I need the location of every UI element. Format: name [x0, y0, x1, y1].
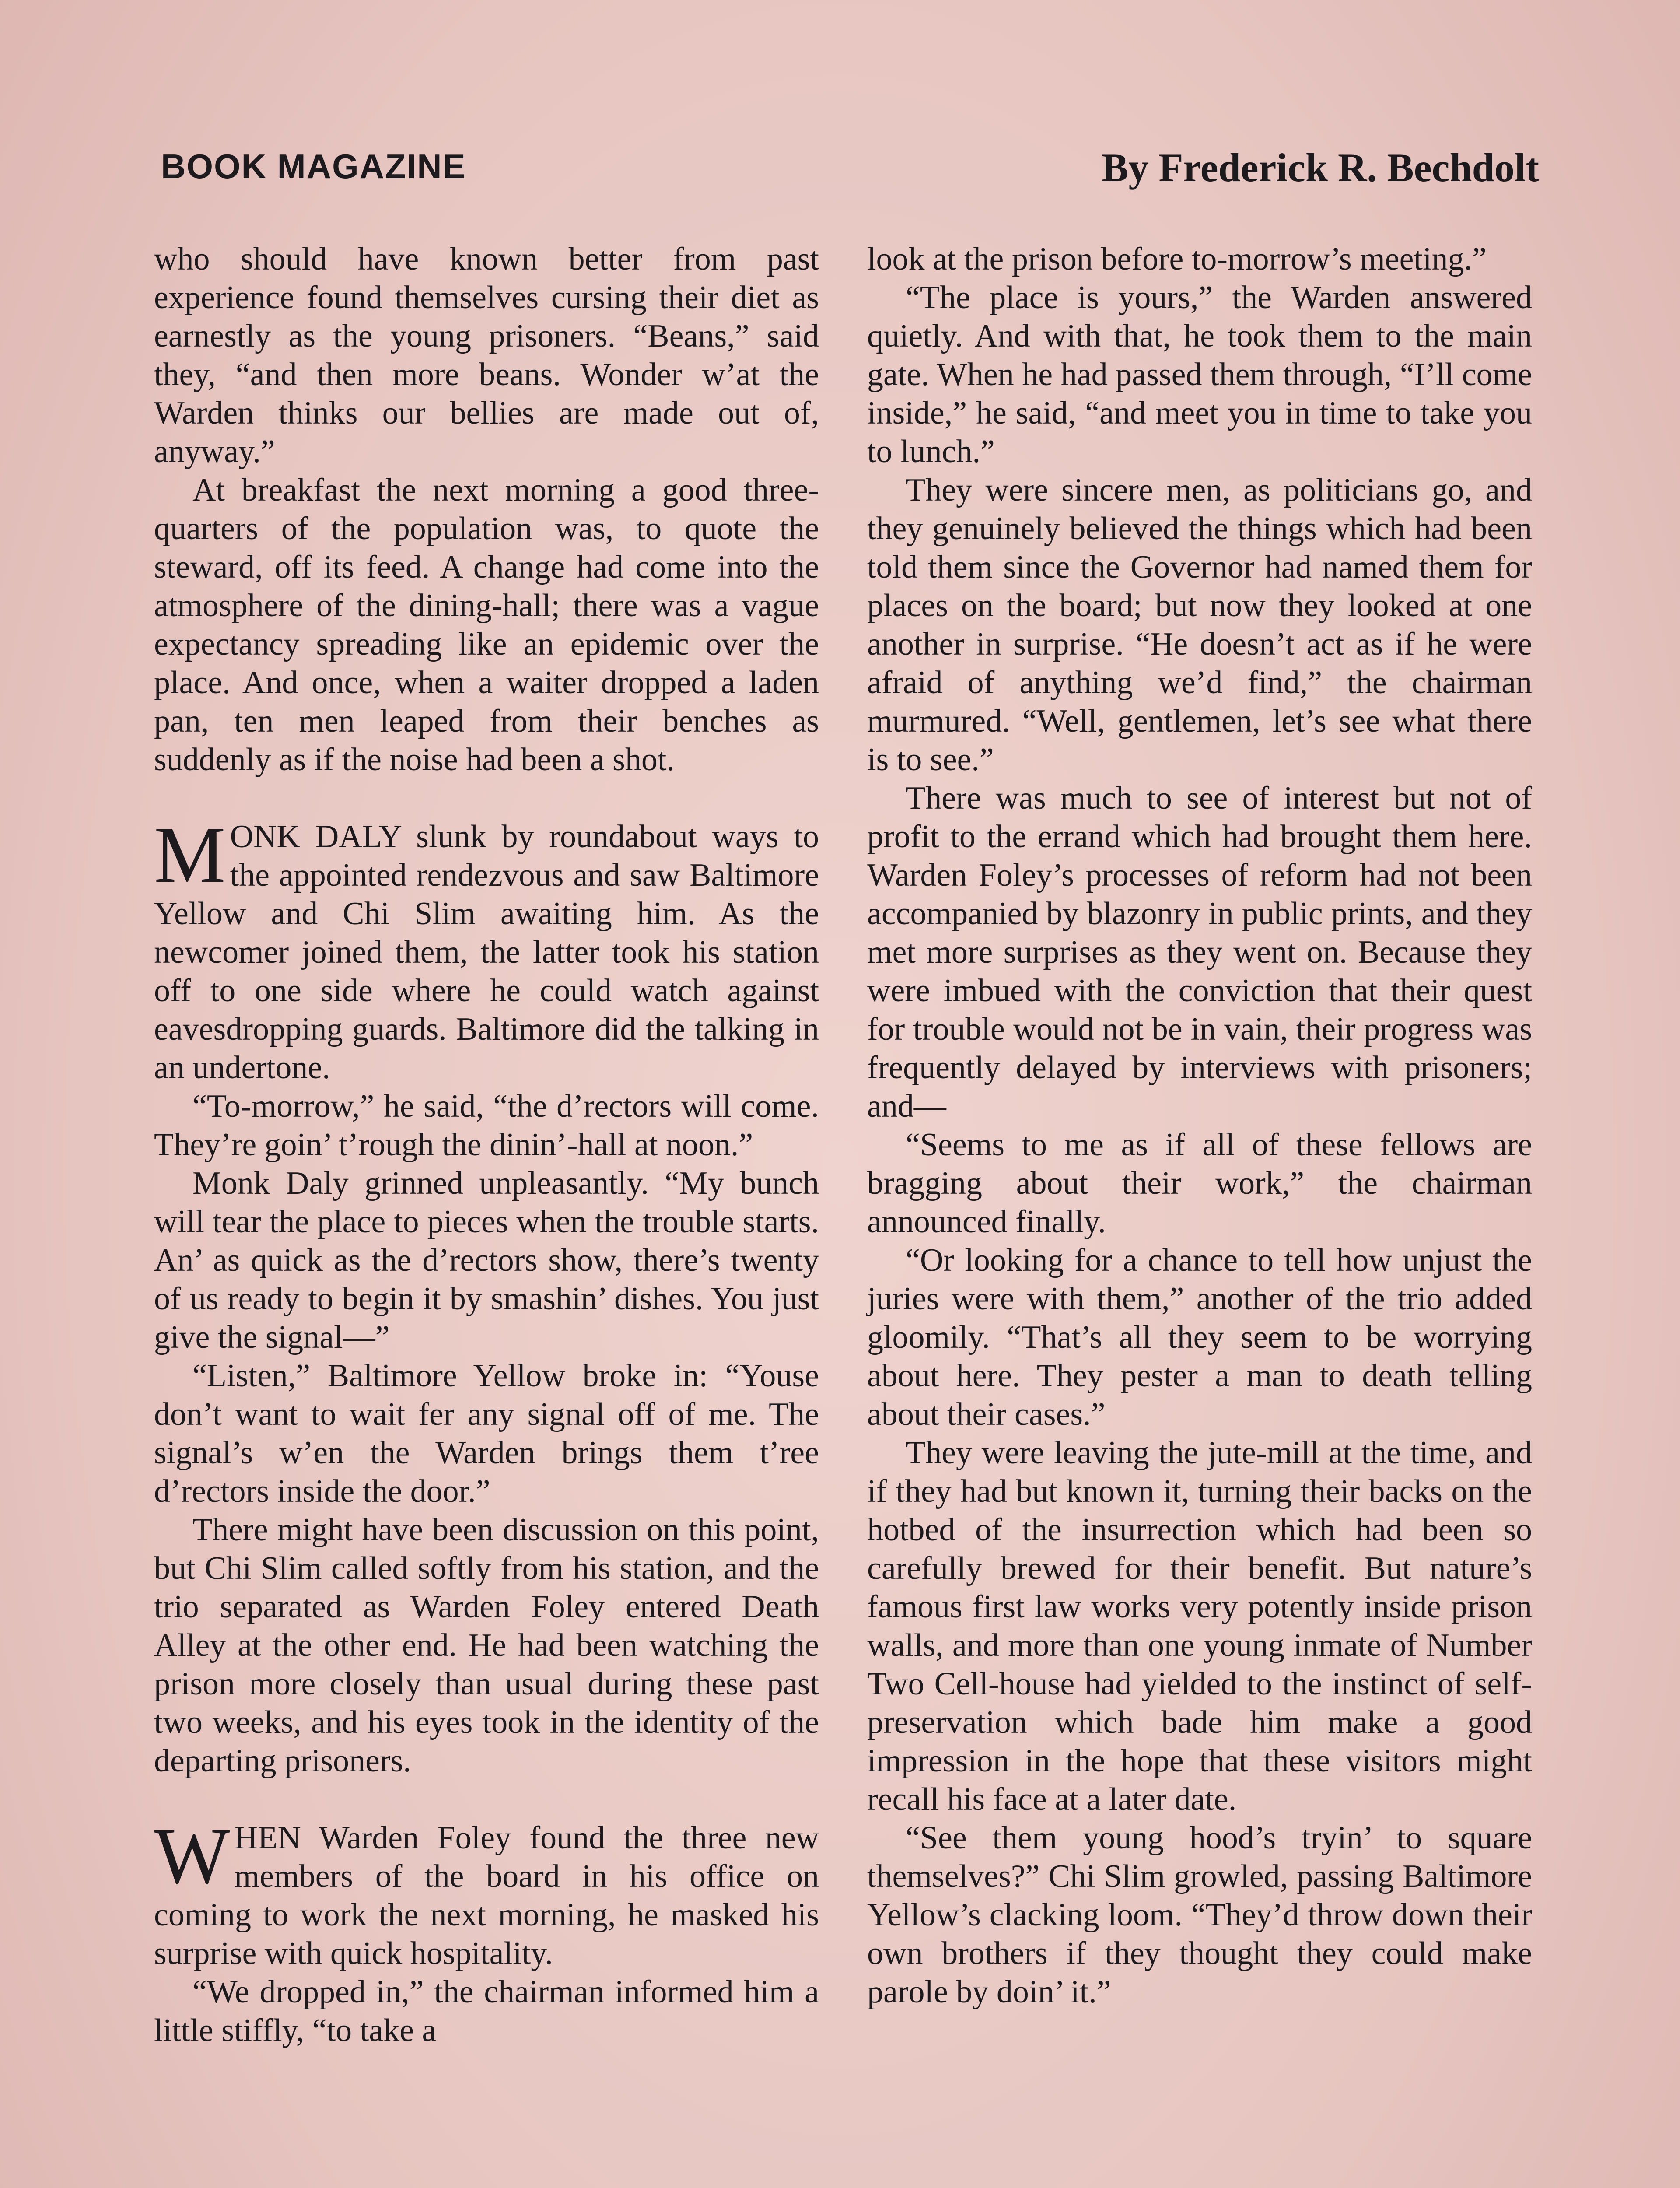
paragraph-text: HEN Warden Foley found the three new members of the board in his office on coming to work the next morning, he masked his surprise with quick hospitality.	[154, 1820, 819, 1971]
paragraph: “Or looking for a chance to tell how unjust the juries were with them,” another of the trio added gloomily. “That’s all they seem to be worrying about here. They pester a man to death telling about their cases.”	[867, 1242, 1532, 1432]
author-byline: By Frederick R. Bechdolt	[1102, 145, 1539, 190]
paragraph: They were leaving the jute-mill at the time, and if they had but known it, turning their backs on the hotbed of the insurrection which had been so carefully brewed for their benefit. But nature’s famous first law works very potently inside prison walls, and more than one young inmate of Number Two Cell-house had yielded to the instinct of self-preservation which bade him make a good impression in the hope that these visitors might recall his face at a later date.	[867, 1435, 1532, 1817]
paragraph: Monk Daly grinned unpleasantly. “My bunch will tear the place to pieces when the trouble starts. An’ as quick as the d’rectors show, there’s twenty of us ready to begin it by smashin’ dishes. You just give the signal—”	[154, 1165, 819, 1355]
paragraph: “The place is yours,” the Warden answered quietly. And with that, he took them to the main gate. When he had passed them through, “I’ll come inside,” he said, “and meet you in time to take you to lunch.”	[867, 280, 1532, 470]
left-column	[154, 240, 819, 2050]
paragraph: “Seems to me as if all of these fellows are bragging about their work,” the chairman announced finally.	[867, 1127, 1532, 1240]
paragraph: At breakfast the next morning a good three-quarters of the population was, to quote the steward, off its feed. A change had come into the atmosphere of the dining-hall; there was a vague expectancy spreading like an epidemic over the place. And once, when a waiter dropped a laden pan, ten men leaped from their benches as suddenly as if the noise had been a shot.	[154, 472, 819, 778]
drop-cap: M	[154, 810, 226, 899]
paragraph: “See them young hood’s tryin’ to square themselves?” Chi Slim growled, passing Baltimore Yellow’s clacking loom. “They’d throw down their own brothers if they thought they could make parole by doin’ it.”	[867, 1820, 1532, 2010]
right-column	[867, 240, 1532, 2011]
section-paragraph	[154, 810, 819, 1087]
paragraph: “Listen,” Baltimore Yellow broke in: “Youse don’t want to wait fer any signal off of me. The signal’s w’en the Warden brings them t’ree d’rectors inside the door.”	[154, 1358, 819, 1509]
paragraph: There might have been discussion on this point, but Chi Slim called softly from his station, and the trio separated as Warden Foley entered Death Alley at the other end. He had been watching the prison more closely than usual during these past two weeks, and his eyes took in the identity of the departing prisoners.	[154, 1512, 819, 1779]
paragraph: look at the prison before to-morrow’s meeting.”	[867, 241, 1487, 277]
magazine-title: BOOK MAGAZINE	[161, 147, 466, 186]
paragraph: There was much to see of interest but not of profit to the errand which had brought them here. Warden Foley’s processes of reform had not been accompanied by blazonry in public prints, and they met more surprises as they went on. Because they were imbued with the conviction that their quest for trouble would not be in vain, their progress was frequently delayed by interviews with prisoners; and—	[867, 780, 1532, 1124]
paragraph: who should have known better from past experience found themselves cursing their diet as earnestly as the young prisoners. “Beans,” said they, “and then more beans. Wonder w’at the Warden thinks our bellies are made out of, anyway.”	[154, 241, 819, 470]
drop-cap: W	[154, 1811, 230, 1900]
section-paragraph	[154, 1811, 819, 1973]
paragraph: They were sincere men, as politicians go, and they genuinely believed the things which had been told them since the Governor had named them for places on the board; but now they looked at one another in surprise. “He doesn’t act as if he were afraid of anything we’d find,” the chairman murmured. “Well, gentlemen, let’s see what there is to see.”	[867, 472, 1532, 778]
paragraph: “We dropped in,” the chairman informed him a little stiffly, “to take a	[154, 1974, 819, 2048]
paragraph-text: ONK DALY slunk by roundabout ways to the appointed rendezvous and saw Baltimore Yellow and Chi Slim awaiting him. As the newcomer joined them, the latter took his station off to one side where he could watch against eavesdropping guards. Baltimore did the talking in an undertone.	[154, 819, 819, 1086]
paragraph: “To-morrow,” he said, “the d’rectors will come. They’re goin’ t’rough the dinin’-hall at noon.”	[154, 1088, 819, 1163]
